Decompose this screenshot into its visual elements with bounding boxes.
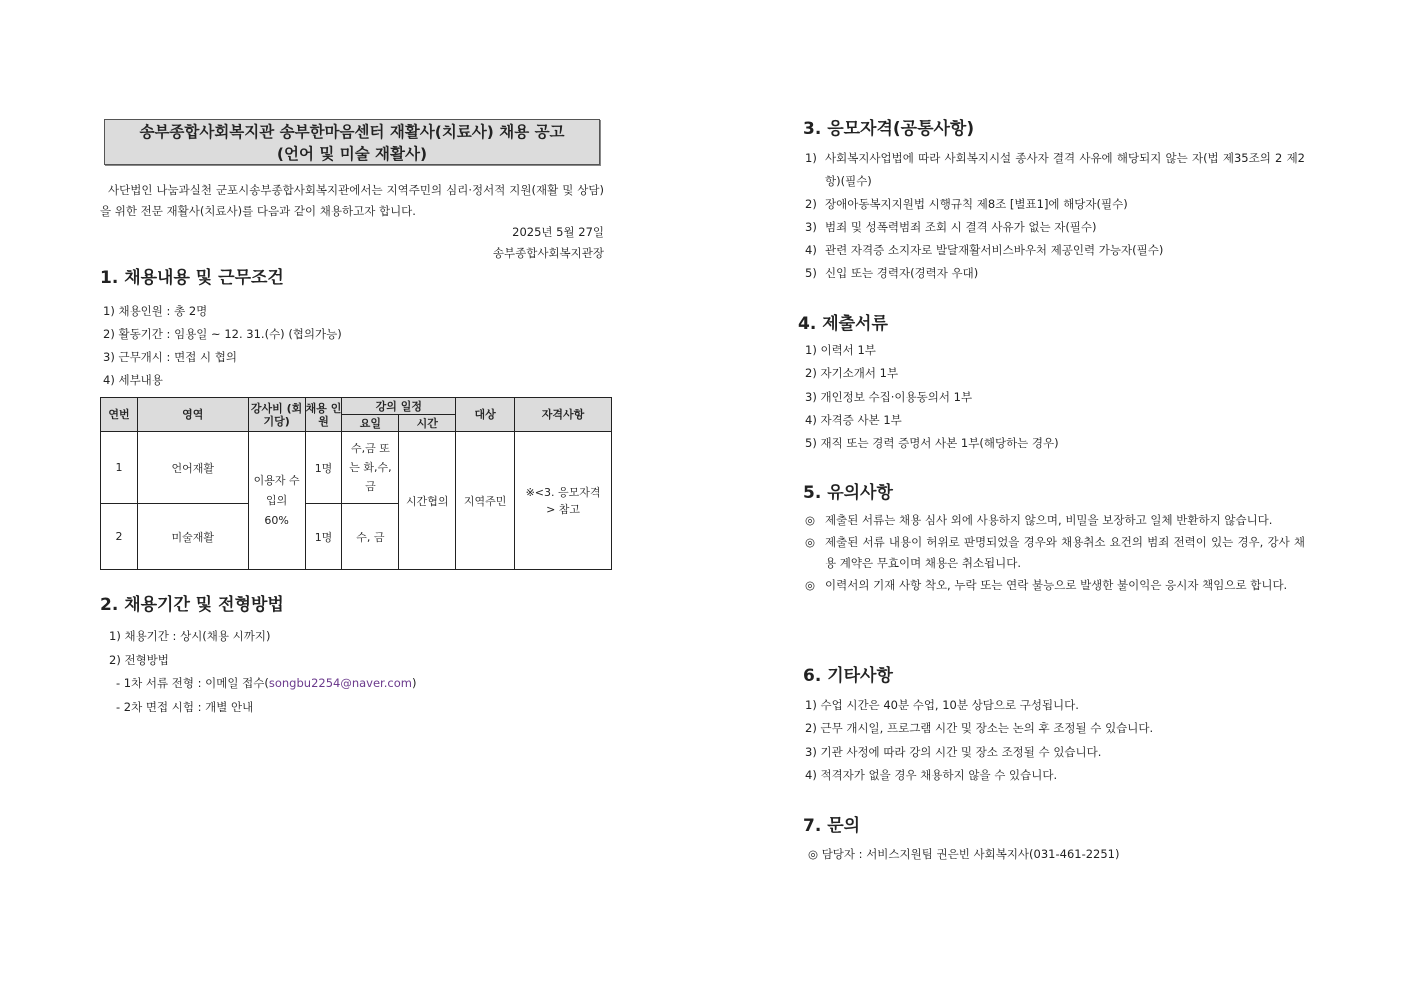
cell-no: 2 <box>101 504 138 570</box>
header-fee: 강사비 (회기당) <box>248 398 305 432</box>
section5-list <box>805 510 1305 596</box>
cell-area: 미술재활 <box>137 504 248 570</box>
section6-heading: 6. 기타사항 <box>803 666 893 686</box>
list-item <box>805 575 1305 597</box>
intro-text: 사단법인 나눔과실천 군포시송부종합사회복지관에서는 지역주민의 심리·정서적 지원(재활 및 상담)을 위한 전문 재활사(치료사)를 다음과 같이 채용하고자 합니다. <box>100 183 604 218</box>
bullet-icon: ◎ <box>805 534 816 549</box>
list-item <box>805 147 1305 193</box>
list-item: 3) 기관 사정에 따라 강의 시간 및 장소 조정될 수 있습니다. <box>805 744 1102 759</box>
item-number: 2) <box>805 197 817 211</box>
list-item: 1) 수업 시간은 40분 수업, 10분 상담으로 구성됩니다. <box>805 698 1079 712</box>
list-item: 1) 이력서 1부 <box>805 343 876 357</box>
cell-qualification: ※<3. 응모자격> 참고 <box>515 432 612 570</box>
section4-heading: 4. 제출서류 <box>798 314 888 334</box>
email-link[interactable]: songbu2254@naver.com <box>268 676 412 690</box>
intro-block <box>100 180 604 264</box>
list-item <box>805 216 1305 239</box>
list-item: 2) 활동기간 : 임용일 ~ 12. 31.(수) (협의가능) <box>103 327 342 341</box>
section2-heading: 2. 채용기간 및 전형방법 <box>100 595 284 615</box>
list-item: 2) 근무 개시일, 프로그램 시간 및 장소는 논의 후 조정될 수 있습니다. <box>805 721 1154 736</box>
list-item: 4) 자격증 사본 1부 <box>805 412 902 427</box>
list-item: 4) 적격자가 없을 경우 채용하지 않을 수 있습니다. <box>805 767 1058 782</box>
section3-heading: 3. 응모자격(공통사항) <box>803 119 975 139</box>
section2-list <box>109 625 416 719</box>
list-item: - 2차 면접 시험 : 개별 안내 <box>116 699 254 714</box>
list-item: 2) 전형방법 <box>109 652 169 667</box>
list-item <box>109 672 416 696</box>
header-target: 대상 <box>456 398 515 432</box>
cell-day: 수, 금 <box>342 504 399 570</box>
title-line-2: (언어 및 미술 재활사) <box>276 145 428 163</box>
header-area: 영역 <box>137 398 248 432</box>
item-text: 이력서의 기재 사항 착오, 누락 또는 연락 불능으로 발생한 불이익은 응시자 책임으로 합니다. <box>825 577 1288 592</box>
list-item: 5) 재직 또는 경력 증명서 사본 1부(해당하는 경우) <box>805 436 1059 451</box>
list-item: 1) 채용인원 : 총 2명 <box>103 304 208 318</box>
list-item <box>805 239 1305 262</box>
section7-heading: 7. 문의 <box>803 816 861 836</box>
cell-count: 1명 <box>305 432 342 504</box>
detail-table <box>100 397 612 570</box>
list-item: 2) 자기소개서 1부 <box>805 366 899 381</box>
cell-fee: 이용자 수입의 60% <box>248 432 305 570</box>
list-item <box>805 193 1305 216</box>
item-number: 5) <box>805 266 817 280</box>
list-item: 3) 근무개시 : 면접 시 협의 <box>103 350 237 364</box>
list-item: 3) 개인정보 수집·이용동의서 1부 <box>805 389 973 404</box>
table-row <box>101 432 612 504</box>
list-item: 1) 채용기간 : 상시(채용 시까지) <box>109 629 271 643</box>
item-number: 3) <box>805 220 817 234</box>
cell-area: 언어재활 <box>137 432 248 504</box>
item-text: 관련 자격증 소지자로 발달재활서비스바우처 제공인력 가능자(필수) <box>825 243 1164 257</box>
item-text: 장애아동복지지원법 시행규칙 제8조 [별표1]에 해당자(필수) <box>825 197 1128 211</box>
section4-list <box>805 339 1059 455</box>
notice-title <box>104 119 600 165</box>
cell-count: 1명 <box>305 504 342 570</box>
header-schedule: 강의 일정 <box>342 398 456 415</box>
header-qualification: 자격사항 <box>515 398 612 432</box>
header-count: 채용 인원 <box>305 398 342 432</box>
cell-day: 수,금 또는 화,수,금 <box>342 432 399 504</box>
item-text: 제출된 서류는 채용 심사 외에 사용하지 않으며, 비밀을 보장하고 일체 반환하지 않습니다. <box>825 513 1273 527</box>
section3-list <box>805 147 1305 285</box>
item-text: 범죄 및 성폭력범죄 조회 시 결격 사유가 없는 자(필수) <box>825 220 1097 234</box>
section1-heading: 1. 채용내용 및 근무조건 <box>100 268 284 288</box>
item-number: 1) <box>805 151 817 165</box>
section7-list <box>808 843 1119 865</box>
list-item <box>805 510 1305 532</box>
title-line-1: 송부종합사회복지관 송부한마음센터 재활사(치료사) 채용 공고 <box>139 123 565 141</box>
section1-list <box>103 300 342 392</box>
header-day: 요일 <box>342 415 399 432</box>
section5-heading: 5. 유의사항 <box>803 483 893 503</box>
header-no: 연번 <box>101 398 138 432</box>
contact-info: ◎ 담당자 : 서비스지원팀 권은빈 사회복지사(031-461-2251) <box>808 847 1120 861</box>
header-time: 시간 <box>399 415 456 432</box>
notice-date: 2025년 5월 27일 <box>512 225 604 239</box>
item-text: 사회복지사업법에 따라 사회복지시설 종사자 결격 사유에 해당되지 않는 자(법 제35조의 2 제2항)(필수) <box>825 151 1305 188</box>
step1-prefix: - 1차 서류 전형 : 이메일 접수( <box>116 676 269 690</box>
bullet-icon: ◎ <box>805 577 816 592</box>
step1-suffix: ) <box>411 676 417 690</box>
section6-list <box>805 694 1153 787</box>
list-item <box>805 532 1305 575</box>
cell-no: 1 <box>101 432 138 504</box>
notice-signature: 송부종합사회복지관장 <box>492 246 604 260</box>
item-text: 제출된 서류 내용이 허위로 판명되었을 경우와 채용취소 요건의 범죄 전력이 있는 경우, 강사 채용 계약은 무효이며 채용은 취소됩니다. <box>825 534 1305 570</box>
item-number: 4) <box>805 243 817 257</box>
list-item: 4) 세부내용 <box>103 373 163 387</box>
list-item <box>805 262 1305 285</box>
item-text: 신입 또는 경력자(경력자 우대) <box>825 266 979 280</box>
cell-target: 지역주민 <box>456 432 515 570</box>
cell-time: 시간협의 <box>399 432 456 570</box>
bullet-icon: ◎ <box>805 513 816 527</box>
